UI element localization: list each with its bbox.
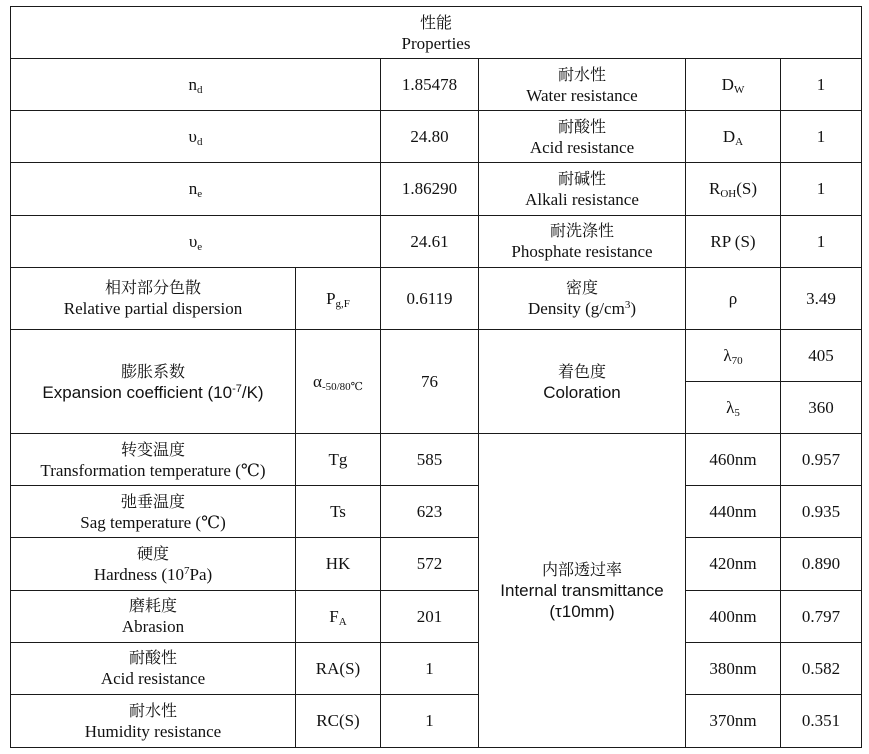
table-row [11,694,862,747]
ts-value: 623 [381,486,479,538]
nd-value: 1.85478 [381,59,479,111]
hk-symbol: HK [296,538,381,590]
fa-label: 磨耗度 Abrasion [11,590,296,642]
vd-symbol: $\upsilon_d$ [11,111,381,163]
header-en: Properties [401,33,471,53]
density-value: 3.49 [781,267,862,329]
transmittance-value: 0.582 [781,642,862,694]
lambda5-value: 360 [781,382,862,434]
ra-value: 1 [381,642,479,694]
header-row [11,7,862,59]
table-row [11,59,862,111]
fa-value: 201 [381,590,479,642]
rc-value: 1 [381,694,479,747]
alkali-resistance-symbol: $R_{OH}(S)$ [686,163,781,215]
table-row [11,215,862,267]
table-row [11,486,862,538]
alkali-resistance-value: 1 [781,163,862,215]
alkali-resistance-label: 耐碱性 Alkali resistance [479,163,686,215]
phosphate-resistance-value: 1 [781,215,862,267]
transmittance-value: 0.351 [781,694,862,747]
wavelength-cell: 380nm [686,642,781,694]
ts-label: 弛垂温度 Sag temperature (℃) [11,486,296,538]
tg-symbol: Tg [296,434,381,486]
phosphate-resistance-symbol: RP (S) [686,215,781,267]
ra-symbol: RA(S) [296,642,381,694]
water-resistance-symbol: $D_W$ [686,59,781,111]
hk-label: 硬度 Hardness $(10^7Pa)$ [11,538,296,590]
table-row [11,267,862,329]
table-row [11,111,862,163]
expansion-label: 膨胀系数 Expansion coefficient $(10^{-7}/K)$ [11,329,296,433]
water-resistance-label: 耐水性 Water resistance [479,59,686,111]
density-symbol: ρ [686,267,781,329]
pgf-label: 相对部分色散 Relative partial dispersion [11,267,296,329]
acid-resistance-symbol: $D_A$ [686,111,781,163]
expansion-symbol: $\alpha_{-50/80℃}$ [296,329,381,433]
ne-symbol: $n_e$ [11,163,381,215]
table-header [11,7,862,59]
rc-label: 耐水性 Humidity resistance [11,694,296,747]
fa-symbol: $F_A$ [296,590,381,642]
lambda70-symbol: $\lambda_{70}$ [686,329,781,381]
wavelength-cell: 420nm [686,538,781,590]
table-row [11,163,862,215]
table-row [11,590,862,642]
properties-table [10,6,862,748]
expansion-value: 76 [381,329,479,433]
table-row [11,538,862,590]
ve-value: 24.61 [381,215,479,267]
water-resistance-value: 1 [781,59,862,111]
ra-label: 耐酸性 Acid resistance [11,642,296,694]
transmittance-label: 内部透过率 Internal transmittance (τ10mm) [479,434,686,748]
header-zh: 性能 [419,12,452,32]
transmittance-value: 0.797 [781,590,862,642]
ve-symbol: $\upsilon_e$ [11,215,381,267]
rc-symbol: RC(S) [296,694,381,747]
wavelength-cell: 400nm [686,590,781,642]
ne-value: 1.86290 [381,163,479,215]
transmittance-value: 0.957 [781,434,862,486]
ts-symbol: Ts [296,486,381,538]
density-label: 密度 Density $(g/cm^3)$ [479,267,686,329]
pgf-symbol: $P_{g,F}$ [296,267,381,329]
acid-resistance-label: 耐酸性 Acid resistance [479,111,686,163]
table-row [11,642,862,694]
nd-symbol: $n_d$ [11,59,381,111]
wavelength-cell: 370nm [686,694,781,747]
tg-value: 585 [381,434,479,486]
acid-resistance-value: 1 [781,111,862,163]
pgf-value: 0.6119 [381,267,479,329]
hk-value: 572 [381,538,479,590]
lambda5-symbol: $\lambda_5$ [686,382,781,434]
coloration-label: 着色度 Coloration [479,329,686,433]
table-row [11,329,862,381]
transmittance-value: 0.890 [781,538,862,590]
vd-value: 24.80 [381,111,479,163]
wavelength-cell: 460nm [686,434,781,486]
tg-label: 转变温度 Transformation temperature (℃) [11,434,296,486]
wavelength-cell: 440nm [686,486,781,538]
lambda70-value: 405 [781,329,862,381]
transmittance-value: 0.935 [781,486,862,538]
phosphate-resistance-label: 耐洗涤性 Phosphate resistance [479,215,686,267]
table-row [11,434,862,486]
